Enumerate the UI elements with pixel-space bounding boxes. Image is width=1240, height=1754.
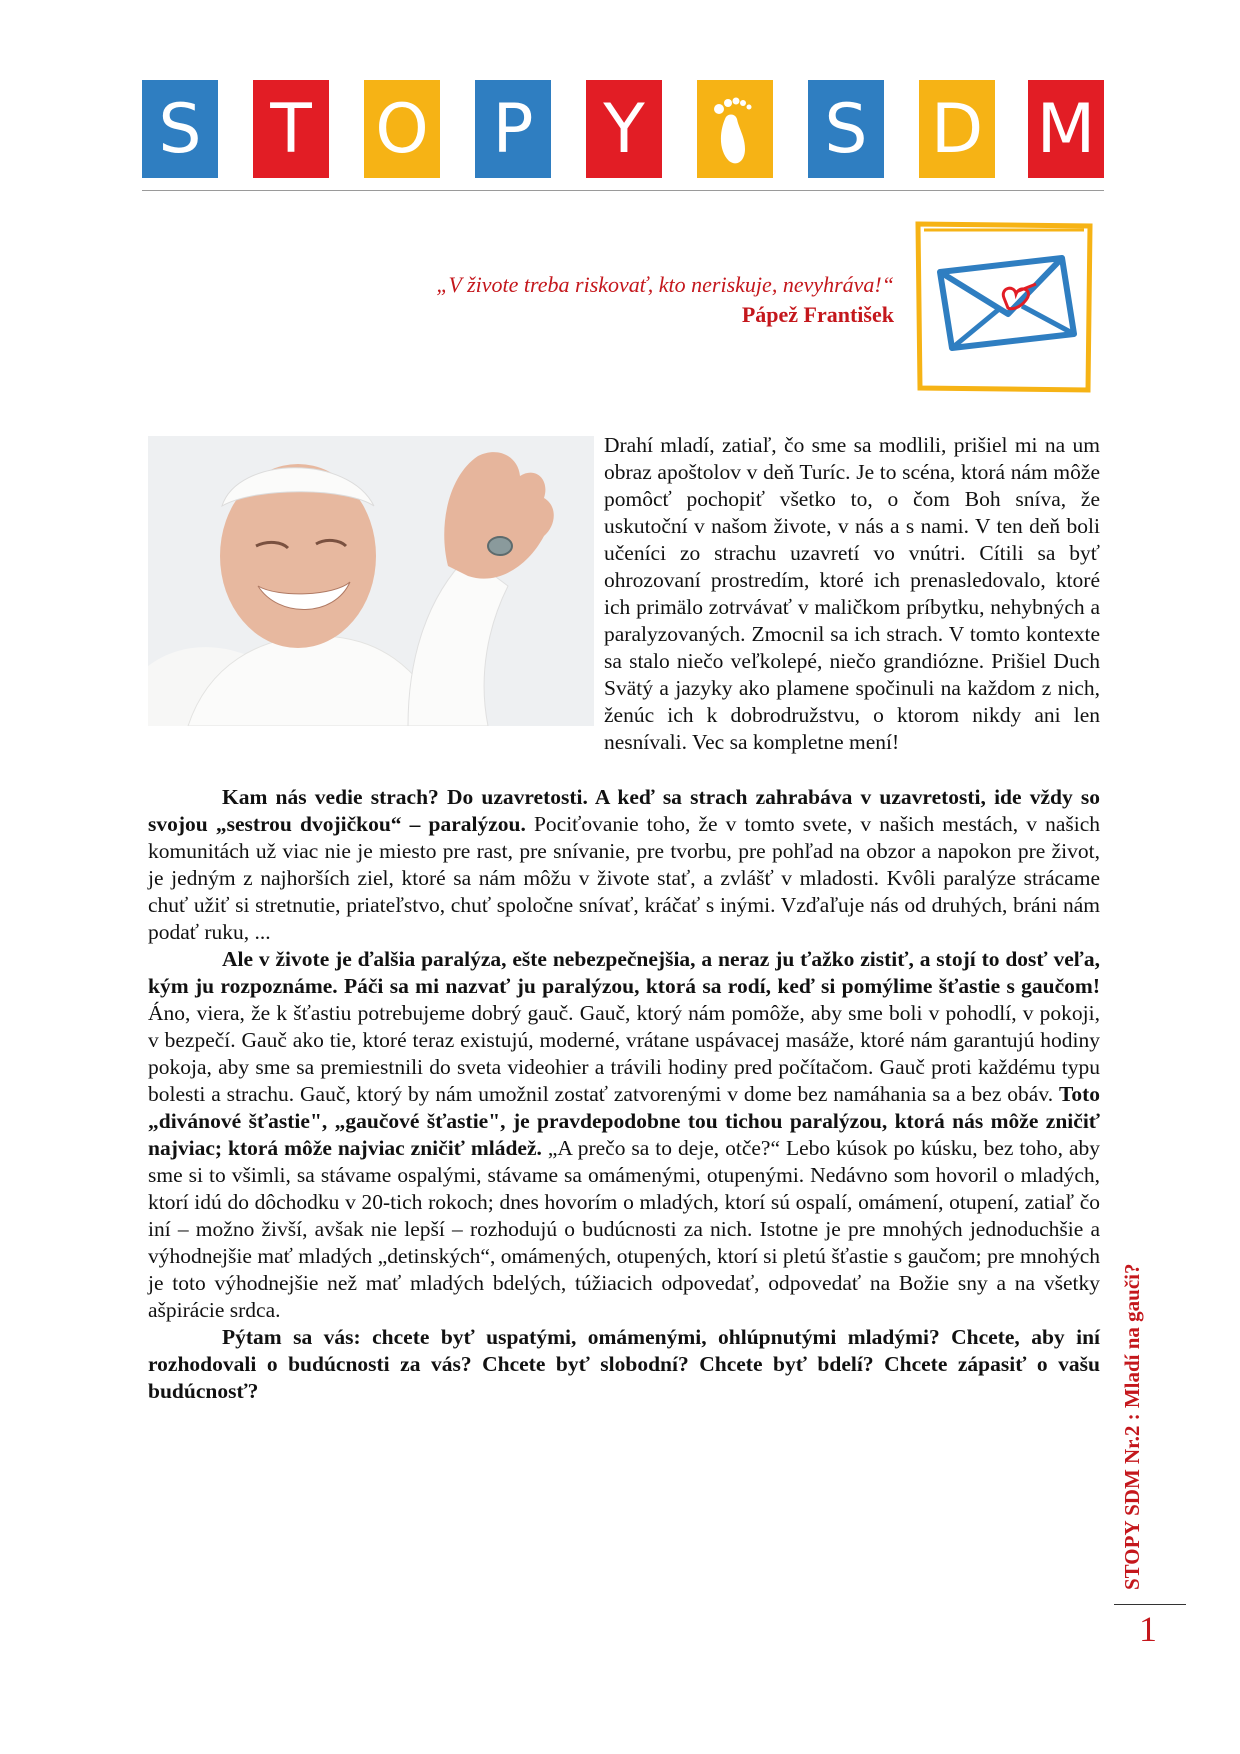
title-banner <box>142 80 1104 180</box>
footprint-icon <box>697 80 773 178</box>
title-letter-d <box>919 80 995 178</box>
page-number: 1 <box>1139 1609 1157 1649</box>
paragraph-question: Pýtam sa vás: chcete byť uspatými, omámenými, ohlúpnutými mladými? Chcete, aby iní rozhodovali o budúcnosti za vás? Chcete byť slobodní? Chcete byť bdelí? Chcete zápasiť o vašu budúcnosť? <box>148 1325 1100 1403</box>
title-letter-s <box>142 80 218 178</box>
title-letter-text: O <box>375 89 429 169</box>
header-divider <box>142 190 1104 191</box>
side-issue-label: STOPY SDM Nr.2 : Mladí na gauči? <box>1120 1263 1144 1590</box>
paragraph-couch-bold: Ale v živote je ďalšia paralýza, ešte nebezpečnejšia, a neraz ju ťažko zistiť, a stojí to dosť veľa, kým ju rozpoznáme. Páči sa mi nazvať ju paralýzou, ktorá sa rodí, keď si pomýlime šťastie s gaučom! <box>148 947 1100 998</box>
paragraph-fear <box>148 784 1100 946</box>
photo-spacer <box>148 432 604 730</box>
paragraph-couch-end: „A prečo sa to deje, otče?“ Lebo kúsok po kúsku, bez toho, aby sme si to všimli, sa stávame ospalými, stávame sa omámenými, otupenými. Nedávno som hovoril o mladých, ktorí idú do dôchodku v 20-tich rokoch; dnes hovorím o mladých, ktorí sú ospalí, omámení, otupení, zatiaľ čo iní – možno živší, avšak nie lepší – rozhodujú o budúcnosti za nich. Istotne je pre mnohých jednoduchšie a výhodnejšie mať mladých „detinských“, omámených, otupených, ktorí si pletú šťastie s gaučom; pre mnohých je toto výhodnejšie než mať mladých bdelých, túžiacich odpovedať, odpovedať na Božie sny a na všetky ašpirácie srdca. <box>148 1136 1100 1322</box>
title-letter-text: M <box>1036 89 1096 169</box>
paragraph-couch-text: Áno, viera, že k šťastiu potrebujeme dobrý gauč. Gauč, ktorý nám pomôže, aby sme boli v pohodlí, v pokoji, v bezpečí. Gauč ako tie, ktoré teraz existujú, moderné, vrátane uspávacej masáže, ktoré nám garantujú hodiny pokoja, aby sme sa premiestnili do sveta videohier a trávili hodiny pred počítačom. Gauč proti každému typu bolesti a strachu. Gauč, ktorý by nám umožnil zostať zatvorenými v dome bez namáhania sa a bez obáv. <box>148 1001 1100 1106</box>
paragraph-fear-text: Pociťovanie toho, že v tomto svete, v našich mestách, v našich komunitách už viac nie je miesto pre rast, pre snívanie, pre tvorbu, pre pohľad na obzor a napokon pre život, je jedným z najhorších ziel, ktoré sa nám môžu v živote stať, a zvlášť v mladosti. Kvôli paralýze strácame chuť užiť si stretnutie, priateľstvo, chuť spoločne snívať, kráčať s inými. Vzďaľuje nás od druhých, bráni nám podať ruku, ... <box>148 812 1100 944</box>
title-letter-o <box>364 80 440 178</box>
title-letter-m <box>1028 80 1104 178</box>
title-letter-text: P <box>492 89 534 169</box>
footprint-icon <box>705 89 765 169</box>
title-letter-s2 <box>808 80 884 178</box>
title-letter-t <box>253 80 329 178</box>
title-letter-text: T <box>270 89 312 169</box>
paragraph-fear-bold: Kam nás vedie strach? Do uzavretosti. A keď sa strach zahrabáva v uzavretosti, ide vždy so svojou „sestrou dvojičkou“ – paralýzou. <box>148 785 1100 836</box>
title-letter-y <box>586 80 662 178</box>
page-number-divider <box>1114 1604 1186 1605</box>
title-letter-text: S <box>158 89 202 169</box>
envelope-icon <box>912 218 1096 396</box>
title-letter-text: Y <box>603 89 645 169</box>
title-letter-text: S <box>824 89 868 169</box>
paragraph-intro: Drahí mladí, zatiaľ, čo sme sa modlili, prišiel mi na um obraz apoštolov v deň Turíc. Je to scéna, ktorá nám môže pomôcť pochopiť všetko to, o čom Boh sníva, že uskutoční v našom živote, v nás a s nami. V ten deň boli učeníci zo strachu uzavretí vo vnútri. Cítili sa byť ohrozovaní prostredím, ktoré ich prenasledovalo, ktoré ich primälo zotrvávať v maličkom príbytku, nehybných a paralyzovaných. Zmocnil sa ich strach. V tomto kontexte sa stalo niečo veľkolepé, niečo grandiózne. Prišiel Duch Svätý a jazyky ako plamene spočinuli na každom z nich, ženúc ich k dobrodružstvu, o ktorom nikdy ani len nesnívali. Vec sa kompletne mení! <box>604 433 1100 754</box>
quote-block <box>300 270 894 330</box>
quote-text: „V živote treba riskovať, kto neriskuje, nevyhráva!“ <box>436 272 894 297</box>
title-letter-text: D <box>930 89 984 169</box>
article-body <box>148 432 1100 1405</box>
title-letter-p <box>475 80 551 178</box>
paragraph-couch-bold-2: Toto „divánové šťastie", „gaučové šťastie", je pravdepodobne tou tichou paralýzou, ktorá nás môže zničiť najviac; ktorá môže najviac zničiť mládež. <box>148 1082 1100 1160</box>
quote-author: Pápež František <box>741 302 894 327</box>
paragraph-couch <box>148 946 1100 1324</box>
